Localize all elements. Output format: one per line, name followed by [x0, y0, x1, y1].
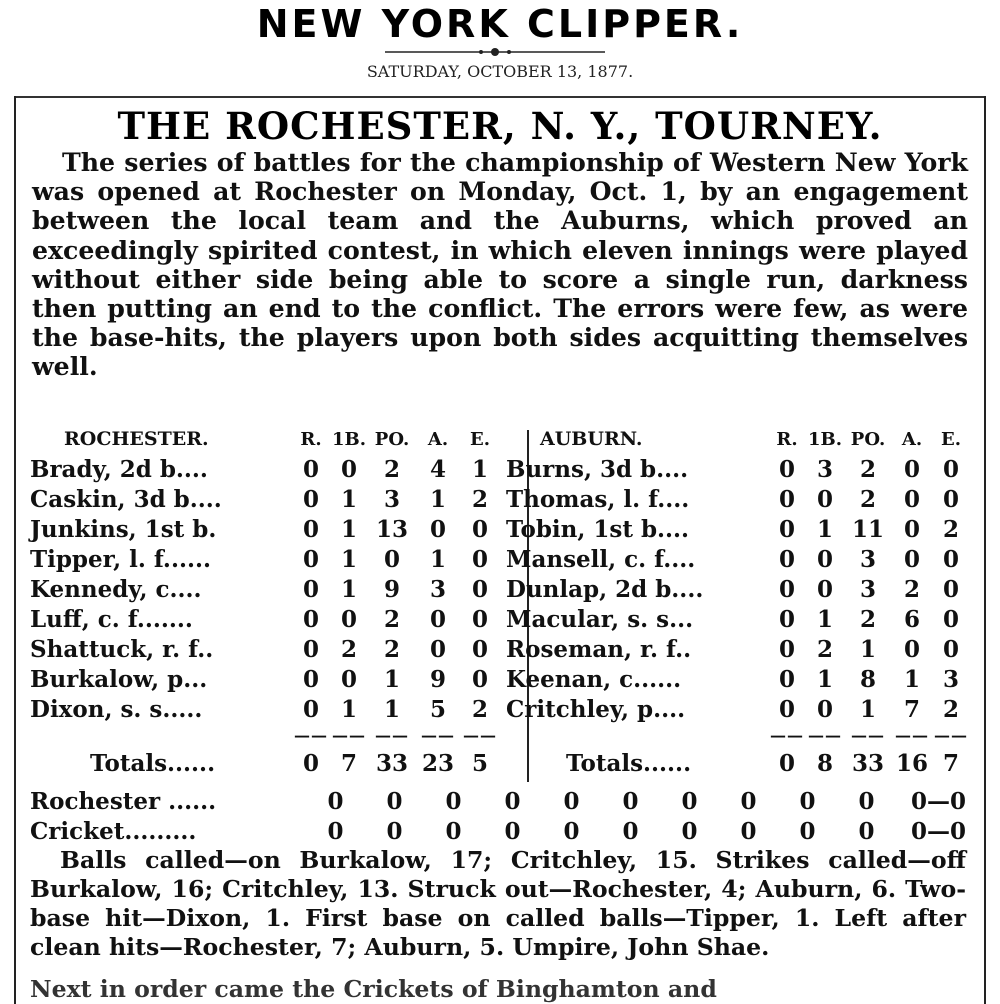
stat-errors: 0	[942, 575, 959, 603]
stat-errors: 0	[471, 635, 488, 663]
player-row	[506, 694, 970, 724]
inning-score: 0	[622, 787, 639, 815]
stat-errors: 2	[942, 695, 959, 723]
total-errors: 5	[471, 749, 488, 777]
stat-runs: 0	[302, 455, 319, 483]
stat-first-base-hits: 3	[816, 455, 833, 483]
totals-rule-row	[506, 724, 970, 746]
stat-first-base-hits: 0	[340, 665, 357, 693]
col-header-r: R.	[776, 428, 798, 450]
total-errors: 7	[942, 749, 959, 777]
inning-score: 0	[681, 817, 698, 845]
stat-first-base-hits: 0	[340, 605, 357, 633]
stat-assists: 0	[429, 605, 446, 633]
stat-first-base-hits: 1	[340, 695, 357, 723]
article-lead: The series of battles for the championship of Western New York was opened at Rochester on Monday, Oct. 1, by an engagement between the local team and the Auburns, which proved an exceedingly spirited contest, in which eleven innings were played without either side being able to score a single run, darkness then putting an end to the conflict. The errors were few, as were the base-hits, the players upon both sides acquitting themselves well.	[32, 147, 968, 382]
player-row	[30, 604, 500, 634]
inning-score: 0	[563, 817, 580, 845]
stat-runs: 0	[778, 665, 795, 693]
stat-errors: 2	[942, 515, 959, 543]
player-row	[506, 664, 970, 694]
total-put-outs: 33	[375, 749, 408, 777]
stat-runs: 0	[302, 515, 319, 543]
stat-first-base-hits: 1	[816, 605, 833, 633]
player-row	[30, 514, 500, 544]
player-name: Burns, 3d b....	[506, 455, 689, 483]
inning-score: 0	[622, 817, 639, 845]
stat-errors: 2	[471, 695, 488, 723]
stat-errors: 0	[942, 455, 959, 483]
stat-assists: 9	[429, 665, 446, 693]
player-name: Burkalow, p...	[30, 665, 208, 693]
stat-put-outs: 2	[383, 455, 400, 483]
player-name: Roseman, r. f..	[506, 635, 692, 663]
total-first-base-hits: 7	[340, 749, 357, 777]
dash-rule: ——	[332, 725, 366, 745]
stat-assists: 0	[429, 515, 446, 543]
dash-rule: ——	[808, 725, 842, 745]
stat-assists: 0	[903, 545, 920, 573]
stat-put-outs: 1	[859, 695, 876, 723]
stat-put-outs: 3	[383, 485, 400, 513]
article-headline: THE ROCHESTER, N. Y., TOURNEY.	[117, 104, 883, 148]
total-assists: 16	[895, 749, 928, 777]
inning-score: 0	[858, 817, 875, 845]
inning-score: 0	[504, 787, 521, 815]
stat-errors: 0	[471, 515, 488, 543]
stat-assists: 6	[903, 605, 920, 633]
stat-runs: 0	[778, 515, 795, 543]
totals-row	[506, 746, 970, 780]
line-score	[30, 786, 970, 846]
dateline: SATURDAY, OCTOBER 13, 1877.	[366, 62, 634, 81]
player-name: Luff, c. f.......	[30, 605, 193, 633]
stat-first-base-hits: 1	[340, 575, 357, 603]
stat-first-base-hits: 0	[340, 455, 357, 483]
stat-errors: 0	[942, 635, 959, 663]
stat-first-base-hits: 1	[340, 515, 357, 543]
line-score-table	[30, 786, 966, 846]
stat-assists: 2	[903, 575, 920, 603]
stat-first-base-hits: 1	[816, 515, 833, 543]
dash-rule: ——	[375, 725, 409, 745]
dash-rule: ——	[895, 725, 929, 745]
stat-assists: 0	[903, 635, 920, 663]
player-row	[506, 454, 970, 484]
stat-assists: 7	[903, 695, 920, 723]
dash-rule: ——	[294, 725, 328, 745]
player-row	[506, 604, 970, 634]
player-name: Kennedy, c....	[30, 575, 202, 603]
stat-assists: 1	[429, 545, 446, 573]
stat-runs: 0	[778, 485, 795, 513]
inning-score: 0	[327, 817, 344, 845]
inning-score: 0	[858, 787, 875, 815]
game-summary: Balls called—on Burkalow, 17; Critchley, 15. Strikes called—off Burkalow, 16; Critchley, 13. Struck out—Rochester, 4; Auburn, 6. Two-base hit—Dixon, 1. First base on called balls—Tipper, 1. Left after clean hits—Rochester, 7; Auburn, 5. Umpire, John Shae.	[30, 846, 966, 961]
col-header-e: E.	[470, 428, 490, 450]
inning-score: 0	[445, 817, 462, 845]
stat-runs: 0	[302, 695, 319, 723]
next-paragraph-text: Next in order came the Crickets of Binghamton and	[30, 975, 717, 1003]
stat-first-base-hits: 0	[816, 485, 833, 513]
col-header-a: A.	[427, 428, 449, 450]
total-runs: 0	[778, 749, 795, 777]
stat-put-outs: 2	[859, 605, 876, 633]
totals-row	[30, 746, 500, 780]
total-runs: 0	[302, 749, 319, 777]
stat-first-base-hits: 0	[816, 695, 833, 723]
line-score-team: Rochester ......	[30, 787, 217, 815]
stat-runs: 0	[302, 575, 319, 603]
stat-assists: 5	[429, 695, 446, 723]
player-row	[30, 694, 500, 724]
player-row	[30, 454, 500, 484]
dash-rule: ——	[934, 725, 968, 745]
left-column-rule	[14, 96, 16, 1004]
stat-runs: 0	[778, 545, 795, 573]
rochester-table	[30, 424, 500, 780]
final-score: 0—0	[910, 787, 966, 815]
player-name: Brady, 2d b....	[30, 455, 208, 483]
total-put-outs: 33	[851, 749, 884, 777]
ornament-rule-icon	[385, 46, 605, 58]
stat-put-outs: 2	[383, 605, 400, 633]
stat-put-outs: 1	[383, 665, 400, 693]
inning-score: 0	[799, 787, 816, 815]
stat-runs: 0	[778, 635, 795, 663]
stat-first-base-hits: 0	[816, 545, 833, 573]
player-name: Dixon, s. s.....	[30, 695, 203, 723]
col-header-1b: 1B.	[807, 428, 842, 450]
right-column-rule	[984, 96, 986, 1004]
stat-assists: 0	[903, 515, 920, 543]
box-score	[30, 424, 970, 844]
stat-errors: 3	[942, 665, 959, 693]
stat-runs: 0	[778, 695, 795, 723]
stat-first-base-hits: 2	[340, 635, 357, 663]
stat-errors: 0	[471, 605, 488, 633]
dash-rule: ——	[770, 725, 804, 745]
player-row	[506, 484, 970, 514]
stat-assists: 1	[429, 485, 446, 513]
stat-errors: 0	[942, 485, 959, 513]
auburn-table	[506, 424, 970, 780]
line-score-row	[30, 786, 966, 816]
stat-put-outs: 8	[859, 665, 876, 693]
stat-errors: 1	[471, 455, 488, 483]
dash-rule: ——	[421, 725, 455, 745]
masthead-title: NEW YORK CLIPPER.	[256, 2, 744, 46]
player-row	[506, 544, 970, 574]
stat-first-base-hits: 1	[340, 485, 357, 513]
total-assists: 23	[421, 749, 454, 777]
inning-score: 0	[740, 787, 757, 815]
col-header-po: PO.	[850, 428, 886, 450]
stat-put-outs: 2	[859, 485, 876, 513]
line-score-team: Cricket.........	[30, 817, 197, 845]
player-row	[506, 514, 970, 544]
player-row	[506, 574, 970, 604]
player-row	[30, 484, 500, 514]
player-name: Keenan, c......	[506, 665, 682, 693]
inning-score: 0	[386, 817, 403, 845]
stat-put-outs: 2	[859, 455, 876, 483]
col-header-r: R.	[300, 428, 322, 450]
stat-errors: 0	[942, 605, 959, 633]
auburn-team-header: AUBURN.	[540, 428, 643, 450]
stat-assists: 1	[903, 665, 920, 693]
stat-errors: 2	[471, 485, 488, 513]
stat-runs: 0	[302, 485, 319, 513]
player-name: Junkins, 1st b.	[30, 515, 217, 543]
inning-score: 0	[563, 787, 580, 815]
stat-errors: 0	[471, 575, 488, 603]
stat-put-outs: 1	[859, 635, 876, 663]
player-row	[506, 634, 970, 664]
line-score-row	[30, 816, 966, 846]
player-row	[30, 544, 500, 574]
player-row	[30, 634, 500, 664]
totals-label: Totals......	[566, 749, 692, 777]
totals-label: Totals......	[90, 749, 216, 777]
player-row	[30, 574, 500, 604]
rochester-box	[30, 424, 500, 780]
player-name: Shattuck, r. f..	[30, 635, 214, 663]
stat-errors: 0	[942, 545, 959, 573]
blank-cell	[506, 724, 768, 746]
player-name: Macular, s. s...	[506, 605, 694, 633]
stat-put-outs: 2	[383, 635, 400, 663]
top-rule	[14, 96, 986, 98]
stat-put-outs: 1	[383, 695, 400, 723]
stat-errors: 0	[471, 545, 488, 573]
stat-first-base-hits: 1	[340, 545, 357, 573]
player-row	[30, 664, 500, 694]
stat-runs: 0	[778, 455, 795, 483]
inning-score: 0	[799, 817, 816, 845]
inning-score: 0	[740, 817, 757, 845]
stat-runs: 0	[302, 545, 319, 573]
stat-first-base-hits: 0	[816, 575, 833, 603]
masthead	[0, 0, 1000, 90]
stat-runs: 0	[302, 665, 319, 693]
rochester-team-header: ROCHESTER.	[64, 428, 209, 450]
player-name: Tipper, l. f......	[30, 545, 211, 573]
stat-put-outs: 3	[859, 575, 876, 603]
blank-cell	[30, 724, 292, 746]
stat-runs: 0	[302, 605, 319, 633]
stat-assists: 0	[903, 455, 920, 483]
inning-score: 0	[386, 787, 403, 815]
auburn-box	[506, 424, 970, 780]
stat-assists: 3	[429, 575, 446, 603]
stat-first-base-hits: 2	[816, 635, 833, 663]
inning-score: 0	[504, 817, 521, 845]
final-score: 0—0	[910, 817, 966, 845]
col-header-po: PO.	[374, 428, 410, 450]
stat-runs: 0	[778, 605, 795, 633]
totals-rule-row	[30, 724, 500, 746]
dash-rule: ——	[851, 725, 885, 745]
stat-put-outs: 0	[383, 545, 400, 573]
stat-put-outs: 13	[375, 515, 408, 543]
stat-runs: 0	[778, 575, 795, 603]
player-name: Thomas, l. f....	[506, 485, 690, 513]
player-name: Mansell, c. f....	[506, 545, 696, 573]
stat-put-outs: 9	[383, 575, 400, 603]
col-header-a: A.	[901, 428, 923, 450]
inning-score: 0	[445, 787, 462, 815]
player-name: Dunlap, 2d b....	[506, 575, 704, 603]
stat-errors: 0	[471, 665, 488, 693]
next-paragraph	[30, 975, 966, 1004]
stat-first-base-hits: 1	[816, 665, 833, 693]
stat-put-outs: 11	[851, 515, 884, 543]
stat-assists: 0	[903, 485, 920, 513]
stat-put-outs: 3	[859, 545, 876, 573]
col-header-1b: 1B.	[331, 428, 366, 450]
player-name: Tobin, 1st b....	[506, 515, 690, 543]
stat-assists: 0	[429, 635, 446, 663]
dash-rule: ——	[463, 725, 497, 745]
stat-runs: 0	[302, 635, 319, 663]
stat-assists: 4	[429, 455, 446, 483]
inning-score: 0	[681, 787, 698, 815]
player-name: Caskin, 3d b....	[30, 485, 222, 513]
inning-score: 0	[327, 787, 344, 815]
player-name: Critchley, p....	[506, 695, 686, 723]
total-first-base-hits: 8	[816, 749, 833, 777]
col-header-e: E.	[941, 428, 961, 450]
